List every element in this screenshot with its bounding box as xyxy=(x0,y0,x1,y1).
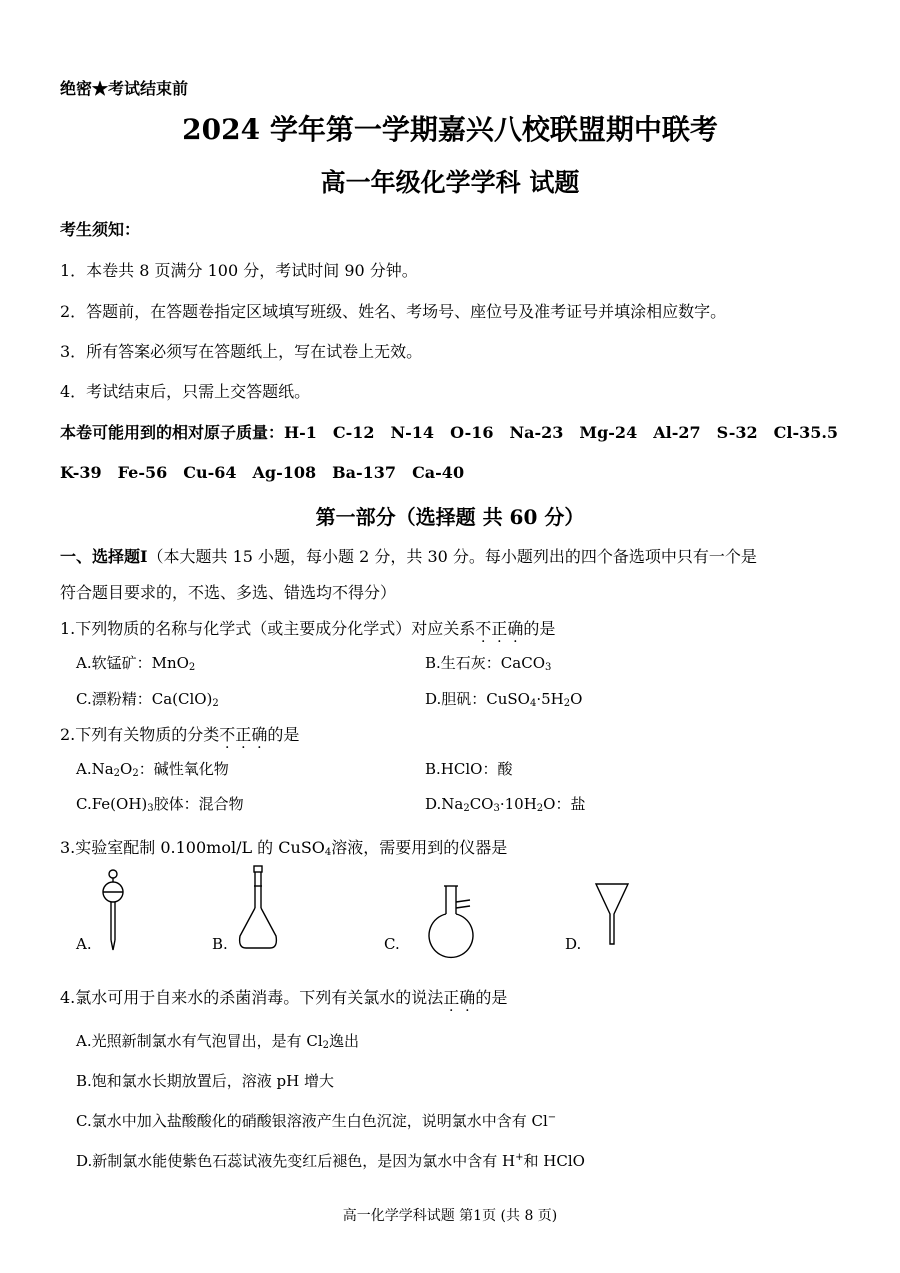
q3-option-c[interactable]: C. xyxy=(384,935,400,953)
q1-option-a[interactable]: A.软锰矿：MnO$_2$ xyxy=(76,654,196,673)
q2-option-d[interactable]: $D.Na_2CO_3\cdot 10H_2O$：盐 xyxy=(425,795,586,814)
q4-option-b[interactable]: B.饱和氯水长期放置后，溶液 pH 增大 xyxy=(76,1072,335,1090)
part1-title: 第一部分（选择题 共 60 分） xyxy=(315,505,585,529)
notice-item: 3．所有答案必须写在答题纸上，写在试卷上无效。 xyxy=(60,342,423,361)
intro-label: 一、选择题Ⅰ xyxy=(60,547,148,566)
round-flask-icon xyxy=(420,880,480,970)
intro-text: （本大题共 15 小题，每小题 2 分，共 30 分。每小题列出的四个备选项中只有一个是 xyxy=(147,547,757,566)
q2-option-b[interactable]: B.HClO：酸 xyxy=(425,760,513,778)
q3-option-b[interactable]: B. xyxy=(212,935,228,953)
q1-stem: 1.下列物质的名称与化学式（或主要成分化学式）对应关系不正确的是 xyxy=(60,619,556,638)
q3-option-d[interactable]: D. xyxy=(565,935,582,953)
q3-stem: 3.实验室配制 0.100mol/L 的 CuSO$_4$溶液，需要用到的仪器是 xyxy=(60,838,508,858)
q4-stem: 4.氯水可用于自来水的杀菌消毒。下列有关氯水的说法正确的是 xyxy=(60,988,508,1007)
atomic-mass-line-2: K-39 Fe-56 Cu-64 Ag-108 Ba-137 Ca-40 xyxy=(60,463,465,482)
q2-stem: 2.下列有关物质的分类不正确的是 xyxy=(60,725,300,744)
confidential-mark: 绝密★考试结束前 xyxy=(60,79,189,98)
q4-option-d[interactable]: D.新制氯水能使紫色石蕊试液先变红后褪色，是因为氯水中含有 H+和 HClO xyxy=(76,1152,585,1170)
atomic-mass-line-1: 本卷可能用到的相对原子质量：H-1 C-12 N-14 O-16 Na-23 Mg-24 Al-27 S-32 Cl-35.5 xyxy=(60,423,839,442)
q4-option-a[interactable]: A.光照新制氯水有气泡冒出，是有 $Cl_2$逸出 xyxy=(76,1032,360,1051)
q2-option-a[interactable]: $A.Na_2O_2$：碱性氧化物 xyxy=(76,760,229,779)
exam-subtitle: 高一年级化学学科 试题 xyxy=(320,168,580,197)
part1-intro xyxy=(60,544,757,567)
q1-option-b[interactable]: B.生石灰：CaCO$_3$ xyxy=(425,654,552,673)
funnel-icon xyxy=(592,882,632,948)
q3-option-a[interactable]: A. xyxy=(76,935,92,953)
notice-item: 2．答题前，在答题卷指定区域填写班级、姓名、考场号、座位号及准考证号并填涂相应数字。 xyxy=(60,302,727,321)
part1-intro-2: 符合题目要求的，不选、多选、错选均不得分） xyxy=(60,583,397,602)
q1-option-c[interactable]: C.漂粉精：$Ca(ClO)_2$ xyxy=(76,690,219,709)
q1-option-d[interactable]: D.胆矾：$CuSO_4\cdot 5H_2O$ xyxy=(425,690,583,709)
q4-option-c[interactable]: C.氯水中加入盐酸酸化的硝酸银溶液产生白色沉淀，说明氯水中含有 Cl− xyxy=(76,1112,557,1130)
notice-item: 4．考试结束后，只需上交答题纸。 xyxy=(60,382,311,401)
notice-heading: 考生须知： xyxy=(60,220,141,239)
volumetric-flask-icon xyxy=(234,864,284,954)
q2-option-c[interactable]: $C.Fe(OH)_3$胶体：混合物 xyxy=(76,795,244,814)
dropper-icon xyxy=(96,868,132,952)
page-footer: 高一化学学科试题 第1页 (共 8 页) xyxy=(342,1208,558,1224)
exam-title: 2024 学年第一学期嘉兴八校联盟期中联考 xyxy=(182,113,718,146)
notice-item: 1．本卷共 8 页满分 100 分，考试时间 90 分钟。 xyxy=(60,261,418,280)
